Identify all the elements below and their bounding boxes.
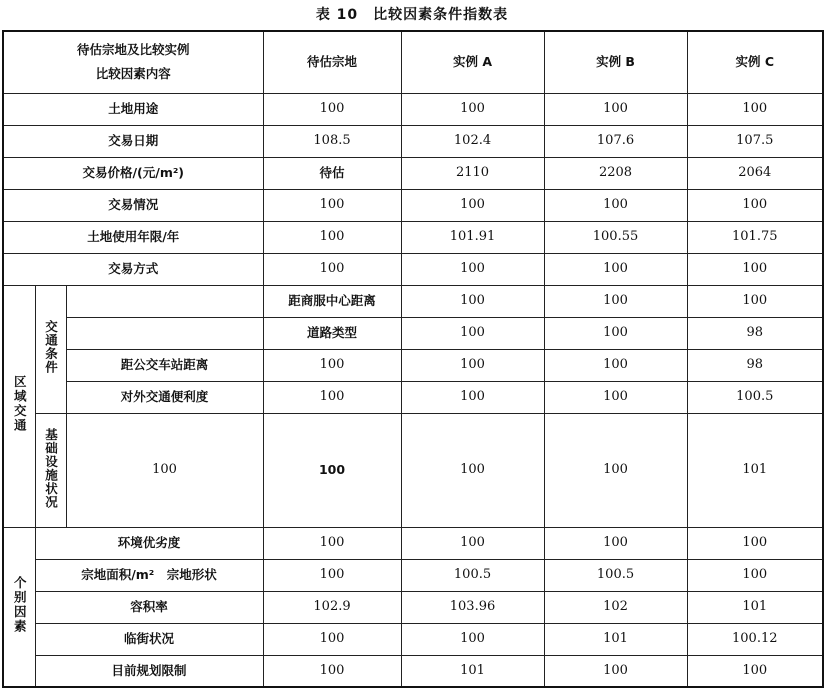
header-case-c: 实例 C <box>687 31 823 93</box>
cell-case-c: 100 <box>687 93 823 125</box>
cell-case-a: 101 <box>401 655 544 687</box>
cell-case-a: 100 <box>401 623 544 655</box>
table-row <box>3 221 823 253</box>
cell-case-c: 100 <box>687 655 823 687</box>
cell-case-a: 102.4 <box>401 125 544 157</box>
empty-cell <box>66 317 263 349</box>
cell-case-b: 107.6 <box>544 125 687 157</box>
cell-case-b: 100 <box>544 655 687 687</box>
cell-case-b: 100 <box>544 189 687 221</box>
cell-case-c: 107.5 <box>687 125 823 157</box>
cell-case-c: 100 <box>687 527 823 559</box>
table-row <box>3 381 823 413</box>
cell-subject: 100 <box>263 349 401 381</box>
cell-subject: 待估 <box>263 157 401 189</box>
cell-subject: 100 <box>263 559 401 591</box>
cell-case-b: 100 <box>544 349 687 381</box>
row-label: 道路类型 <box>263 317 401 349</box>
table-row <box>3 591 823 623</box>
cell-case-a: 100 <box>401 413 544 527</box>
infra-sub-text: 基础设施状况 <box>43 427 59 509</box>
empty-cell <box>66 285 263 317</box>
row-label: 容积率 <box>35 591 263 623</box>
table-row <box>3 189 823 221</box>
cell-subject: 100 <box>263 381 401 413</box>
table-caption: 表 10 比较因素条件指数表 <box>315 7 509 23</box>
cell-case-b: 100 <box>544 413 687 527</box>
cell-subject: 100 <box>263 527 401 559</box>
table-row <box>3 623 823 655</box>
table-row <box>3 157 823 189</box>
row-label: 目前规划限制 <box>35 655 263 687</box>
cell-subject: 108.5 <box>263 125 401 157</box>
cell-case-a: 100 <box>401 285 544 317</box>
row-label: 土地用途 <box>3 93 263 125</box>
table-row <box>3 93 823 125</box>
cell-case-c: 101 <box>687 413 823 527</box>
individual-group-label <box>3 527 35 687</box>
cell-case-c: 98 <box>687 349 823 381</box>
row-label: 交易情况 <box>3 189 263 221</box>
header-subject: 待估宗地 <box>263 31 401 93</box>
row-label: 环境优劣度 <box>35 527 263 559</box>
cell-case-c: 100 <box>687 189 823 221</box>
table-row <box>3 559 823 591</box>
row-label: 宗地面积/m² 宗地形状 <box>35 559 263 591</box>
infra-sub-label <box>35 413 66 527</box>
table-row <box>3 285 823 317</box>
row-label: 临街状况 <box>35 623 263 655</box>
cell-subject: 102.9 <box>263 591 401 623</box>
cell-subject: 100 <box>263 655 401 687</box>
traffic-sub-text: 交通条件 <box>43 320 59 374</box>
table-row <box>3 527 823 559</box>
header-case-b: 实例 B <box>544 31 687 93</box>
header-factor-line2: 比较因素内容 <box>95 66 171 82</box>
row-label: 交易方式 <box>3 253 263 285</box>
table-row <box>3 413 823 527</box>
cell-case-b: 100 <box>544 93 687 125</box>
cell-subject: 100 <box>263 623 401 655</box>
cell-infra-first: 100 <box>66 413 263 527</box>
header-case-a: 实例 A <box>401 31 544 93</box>
table-row <box>3 349 823 381</box>
cell-case-c: 101.75 <box>687 221 823 253</box>
cell-case-a: 101.91 <box>401 221 544 253</box>
row-label: 交易日期 <box>3 125 263 157</box>
cell-case-a: 100 <box>401 381 544 413</box>
cell-case-b: 101 <box>544 623 687 655</box>
cell-case-a: 100 <box>401 93 544 125</box>
cell-case-c: 2064 <box>687 157 823 189</box>
table-row <box>3 317 823 349</box>
table-row <box>3 253 823 285</box>
cell-case-c: 100 <box>687 285 823 317</box>
row-label: 距公交车站距离 <box>66 349 263 381</box>
regional-group-text: 区域交通 <box>12 375 28 433</box>
cell-case-a: 100 <box>401 527 544 559</box>
cell-case-b: 100 <box>544 285 687 317</box>
cell-case-a: 2110 <box>401 157 544 189</box>
header-row <box>3 31 823 93</box>
cell-case-a: 100 <box>401 349 544 381</box>
cell-case-b: 100.5 <box>544 559 687 591</box>
cell-case-c: 98 <box>687 317 823 349</box>
cell-case-c: 100 <box>687 253 823 285</box>
cell-subject: 100 <box>263 93 401 125</box>
regional-group-label <box>3 285 35 527</box>
table-row <box>3 125 823 157</box>
cell-case-b: 100 <box>544 527 687 559</box>
cell-subject: 100 <box>263 221 401 253</box>
row-label: 交易价格/(元/m²) <box>3 157 263 189</box>
row-label: 土地使用年限/年 <box>3 221 263 253</box>
traffic-sub-label <box>35 285 66 413</box>
comparison-index-table <box>2 30 824 688</box>
cell-case-c: 100 <box>687 559 823 591</box>
cell-case-c: 101 <box>687 591 823 623</box>
cell-case-b: 100 <box>544 253 687 285</box>
cell-case-c: 100.12 <box>687 623 823 655</box>
cell-case-a: 100.5 <box>401 559 544 591</box>
individual-group-text: 个别因素 <box>12 575 28 634</box>
cell-case-b: 100 <box>544 317 687 349</box>
row-label: 对外交通便利度 <box>66 381 263 413</box>
cell-case-b: 100 <box>544 381 687 413</box>
cell-case-a: 103.96 <box>401 591 544 623</box>
cell-case-b: 2208 <box>544 157 687 189</box>
cell-case-b: 102 <box>544 591 687 623</box>
header-factor-line1: 待估宗地及比较实例 <box>77 42 190 58</box>
row-label: 距商服中心距离 <box>263 285 401 317</box>
header-factor-cell <box>3 31 263 93</box>
cell-subject: 100 <box>263 253 401 285</box>
cell-case-a: 100 <box>401 317 544 349</box>
cell-case-a: 100 <box>401 253 544 285</box>
cell-case-b: 100.55 <box>544 221 687 253</box>
cell-case-a: 100 <box>401 189 544 221</box>
table-row <box>3 655 823 687</box>
cell-subject: 100 <box>263 189 401 221</box>
cell-case-c: 100.5 <box>687 381 823 413</box>
cell-subject: 100 <box>263 413 401 527</box>
